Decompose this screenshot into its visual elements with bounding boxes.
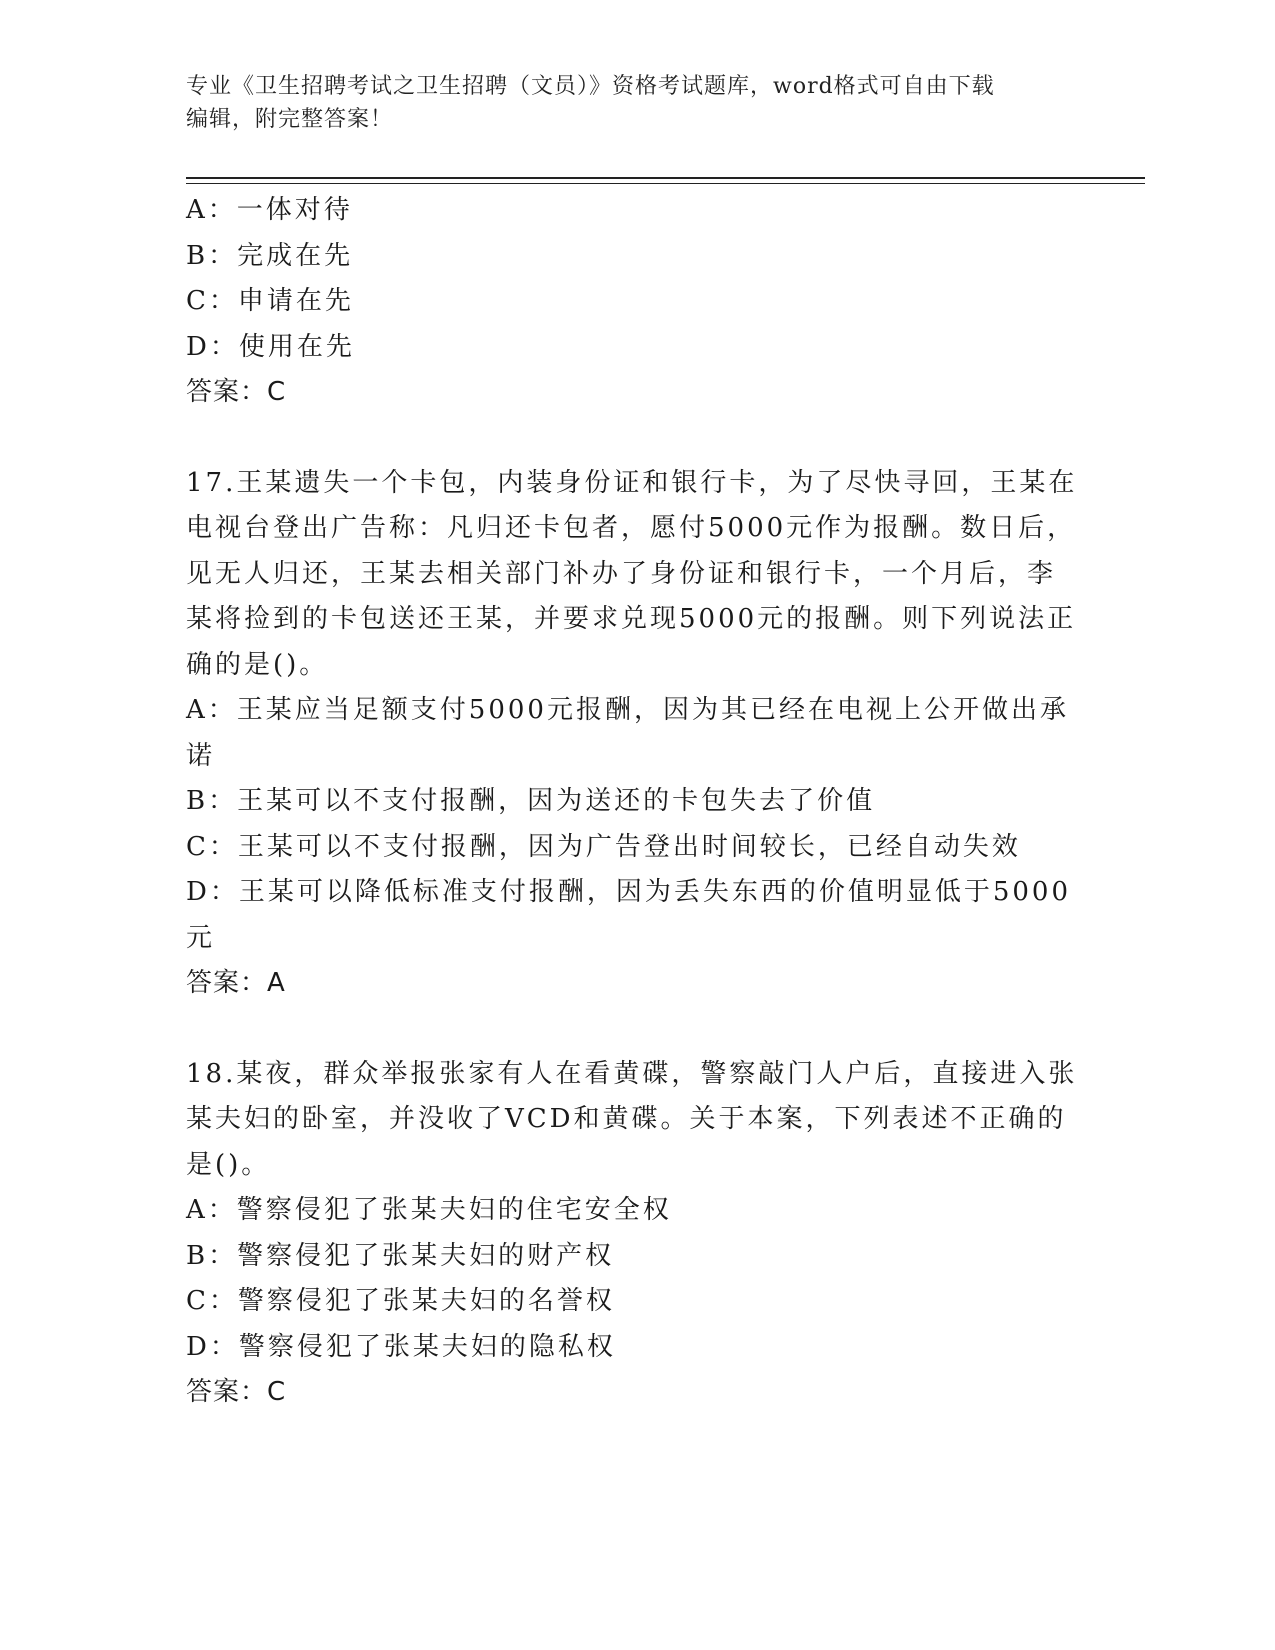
option-d: D：使用在先: [186, 331, 355, 362]
header-divider-thick: [186, 177, 1145, 179]
document-header: [186, 70, 1086, 136]
header-line-2: 编辑，附完整答案！: [186, 107, 394, 132]
option-b: B：完成在先: [186, 240, 354, 271]
option-d: D：王某可以降低标准支付报酬，因为丢失东西的价值明显低于5000: [186, 877, 1072, 907]
option-c: C：申请在先: [186, 286, 354, 316]
option-d-continued: 元: [186, 922, 216, 953]
option-b: B：警察侵犯了张某夫妇的财产权: [186, 1240, 615, 1271]
answer-line: 答案：C: [186, 377, 287, 407]
spacer: [186, 1007, 1086, 1052]
question-stem-line: 某将捡到的卡包送还王某，并要求兑现5000元的报酬。则下列说法正: [186, 604, 1077, 634]
option-c: C：王某可以不支付报酬，因为广告登出时间较长，已经自动失效: [186, 831, 1021, 862]
question-stem-line: 17.王某遗失一个卡包，内装身份证和银行卡，为了尽快寻回，王某在: [186, 467, 1078, 498]
question-stem-line: 见无人归还，王某去相关部门补办了身份证和银行卡，一个月后，李: [186, 558, 1057, 589]
option-a: A：一体对待: [186, 195, 353, 225]
question-stem-line: 确的是()。: [186, 649, 329, 680]
spacer: [186, 416, 1086, 461]
question-stem-line: 某夫妇的卧室，并没收了VCD和黄碟。关于本案，下列表述不正确的: [186, 1104, 1067, 1134]
answer-line: 答案：A: [186, 968, 286, 998]
header-line-1: 专业《卫生招聘考试之卫生招聘（文员）》资格考试题库，word格式可自由下载: [186, 74, 995, 99]
option-c: C：警察侵犯了张某夫妇的名誉权: [186, 1286, 615, 1316]
question-18: [186, 1052, 1086, 1416]
question-stem-line: 是()。: [186, 1149, 271, 1180]
answer-line: 答案：C: [186, 1377, 287, 1407]
question-stem-line: 电视台登出广告称：凡归还卡包者，愿付5000元作为报酬。数日后，: [186, 513, 1077, 543]
option-a: A：警察侵犯了张某夫妇的住宅安全权: [186, 1195, 672, 1225]
option-d: D：警察侵犯了张某夫妇的隐私权: [186, 1331, 616, 1362]
question-stem-line: 18.某夜，群众举报张家有人在看黄碟，警察敲门人户后，直接进入张: [186, 1058, 1078, 1089]
option-b: B：王某可以不支付报酬，因为送还的卡包失去了价值: [186, 786, 876, 816]
question-17: [186, 461, 1086, 1007]
header-divider-thin: [186, 183, 1145, 184]
option-a: A：王某应当足额支付5000元报酬，因为其已经在电视上公开做出承: [186, 695, 1069, 725]
question-16-continued: [186, 188, 1086, 416]
option-a-continued: 诺: [186, 740, 216, 771]
document-body: [186, 188, 1086, 1416]
